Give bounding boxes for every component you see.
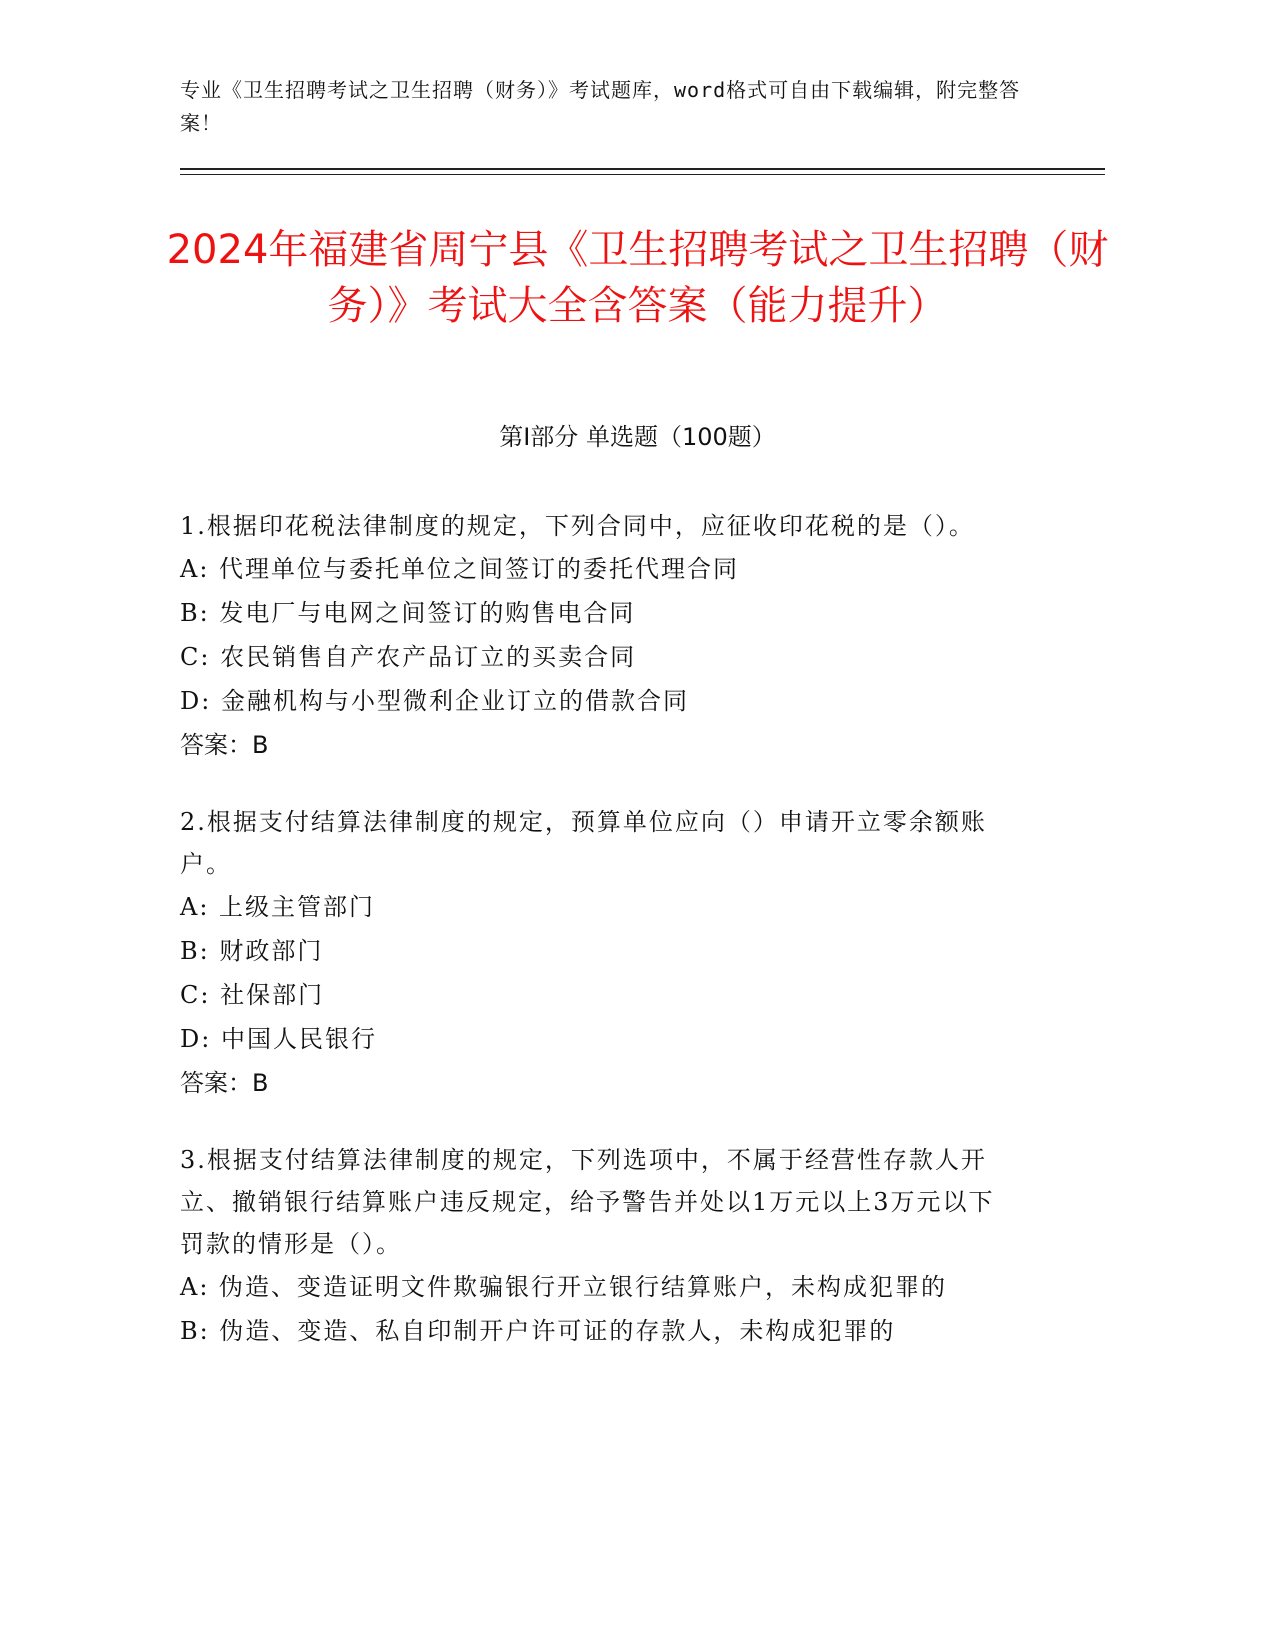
option-a: A: 上级主管部门 — [180, 893, 376, 921]
answer: 答案：B — [180, 1069, 269, 1097]
header-rule-thin — [180, 174, 1105, 175]
option-b: B: 伪造、变造、私自印制开户许可证的存款人，未构成犯罪的 — [180, 1317, 896, 1345]
option-d: D: 中国人民银行 — [180, 1025, 377, 1053]
option-b: B: 发电厂与电网之间签订的购售电合同 — [180, 599, 636, 627]
question-3 — [180, 1139, 1020, 1353]
option-c: C: 社保部门 — [180, 981, 325, 1009]
answer: 答案：B — [180, 731, 269, 759]
section-title: 第I部分 单选题（100题） — [499, 423, 776, 451]
option-a: A: 伪造、变造证明文件欺骗银行开立银行结算账户，未构成犯罪的 — [180, 1273, 948, 1301]
document-title: 2024年福建省周宁县《卫生招聘考试之卫生招聘（财务）》考试大全含答案（能力提升） — [166, 227, 1109, 329]
question-2 — [180, 801, 1020, 1105]
question-list — [180, 505, 1020, 1387]
option-d: D: 金融机构与小型微利企业订立的借款合同 — [180, 687, 689, 715]
question-stem: 1.根据印花税法律制度的规定，下列合同中，应征收印花税的是（）。 — [180, 512, 975, 540]
option-b: B: 财政部门 — [180, 937, 324, 965]
option-c: C: 农民销售自产农产品订立的买卖合同 — [180, 643, 637, 671]
header-note: 专业《卫生招聘考试之卫生招聘（财务）》考试题库，word格式可自由下载编辑，附完整答案！ — [180, 78, 1021, 135]
question-stem: 2.根据支付结算法律制度的规定，预算单位应向（）申请开立零余额账户。 — [180, 808, 987, 878]
option-a: A: 代理单位与委托单位之间签订的委托代理合同 — [180, 555, 740, 583]
header-rule-thick — [180, 168, 1105, 170]
question-1 — [180, 505, 1020, 767]
question-stem: 3.根据支付结算法律制度的规定，下列选项中，不属于经营性存款人开立、撤销银行结算账户违反规定，给予警告并处以1万元以上3万元以下罚款的情形是（）。 — [180, 1146, 995, 1258]
